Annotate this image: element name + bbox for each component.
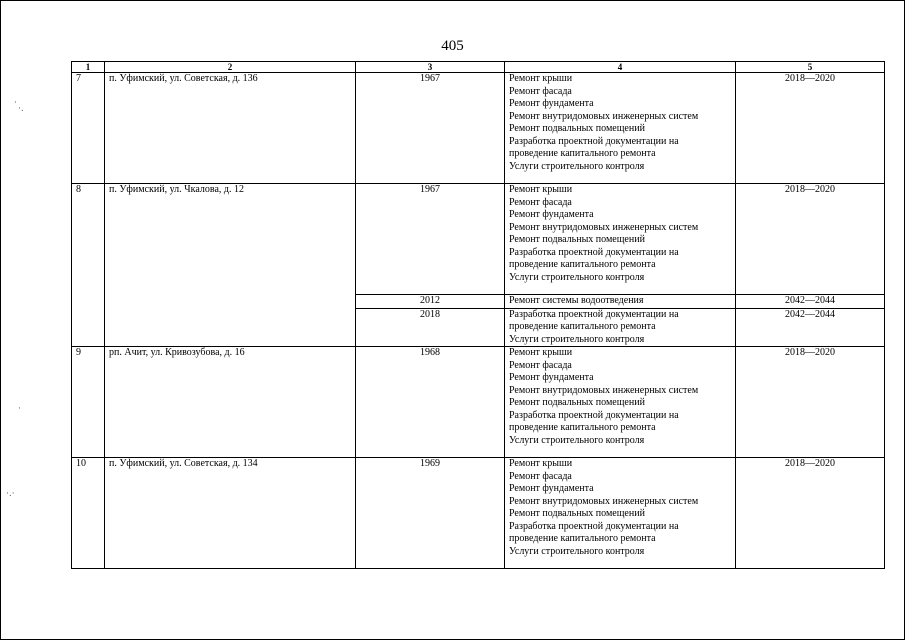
work-item: проведение капитального ремонта (509, 422, 656, 433)
repair-schedule-table (71, 61, 885, 569)
period-cell: 2018—2020 (736, 458, 885, 569)
work-item: Ремонт фундамента (509, 483, 594, 494)
work-item: Ремонт внутридомовых инженерных систем (509, 110, 699, 122)
column-header-4: 4 (505, 62, 736, 73)
work-item: Ремонт подвальных помещений (509, 397, 645, 408)
work-item: Ремонт внутридомовых инженерных систем (509, 384, 699, 396)
work-item: проведение капитального ремонта (509, 533, 656, 544)
object-address: рп. Ачит, ул. Кривозубова, д. 16 (105, 347, 356, 458)
work-item: Ремонт подвальных помещений (509, 123, 645, 134)
work-item: Ремонт внутридомовых инженерных систем (509, 221, 699, 233)
year-cell: 2012 (356, 295, 505, 309)
period-cell: 2018—2020 (736, 347, 885, 458)
work-item: Ремонт крыши (509, 458, 573, 469)
works-cell (505, 73, 736, 184)
work-item: проведение капитального ремонта (509, 259, 656, 270)
scan-mark: ·. (18, 104, 24, 114)
year-cell: 1969 (356, 458, 505, 569)
work-item: Разработка проектной документации на (509, 520, 679, 532)
table-row (72, 73, 885, 184)
work-item: проведение капитального ремонта (509, 321, 656, 332)
object-number: 9 (72, 347, 105, 458)
work-item: Ремонт фундамента (509, 98, 594, 109)
work-item: Разработка проектной документации на (509, 135, 679, 147)
work-item: Ремонт подвальных помещений (509, 508, 645, 519)
work-item: Ремонт крыши (509, 184, 573, 195)
work-item: Ремонт фундамента (509, 372, 594, 383)
period-cell: 2042—2044 (736, 308, 885, 347)
column-header-2: 2 (105, 62, 356, 73)
period-cell: 2018—2020 (736, 184, 885, 295)
page-number: 405 (441, 38, 464, 54)
works-cell (505, 347, 736, 458)
work-item: Разработка проектной документации на (509, 246, 679, 258)
work-item: Разработка проектной документации на (509, 308, 679, 320)
work-item: Ремонт фасада (509, 196, 572, 208)
object-address: п. Уфимский, ул. Советская, д. 134 (105, 458, 356, 569)
scan-mark: · (14, 98, 17, 108)
work-item: проведение капитального ремонта (509, 148, 656, 159)
column-header-5: 5 (736, 62, 885, 73)
scan-mark: ·.· (6, 489, 15, 499)
year-cell: 2018 (356, 308, 505, 347)
work-item: Ремонт фасада (509, 85, 572, 97)
work-item: Разработка проектной документации на (509, 409, 679, 421)
work-item: Ремонт внутридомовых инженерных систем (509, 495, 699, 507)
year-cell: 1967 (356, 184, 505, 295)
object-number: 8 (72, 184, 105, 347)
object-address: п. Уфимский, ул. Чкалова, д. 12 (105, 184, 356, 347)
work-item: Ремонт крыши (509, 73, 573, 84)
object-address: п. Уфимский, ул. Советская, д. 136 (105, 73, 356, 184)
work-item: Ремонт системы водоотведения (509, 295, 644, 306)
object-number: 10 (72, 458, 105, 569)
work-item: Услуги строительного контроля (509, 333, 645, 345)
table-body (72, 73, 885, 569)
works-cell (505, 308, 736, 347)
works-cell (505, 458, 736, 569)
header-row (72, 62, 885, 73)
work-item: Ремонт фасада (509, 470, 572, 482)
works-cell (505, 295, 736, 309)
work-item: Ремонт фасада (509, 359, 572, 371)
work-item: Услуги строительного контроля (509, 271, 645, 283)
work-item: Услуги строительного контроля (509, 545, 645, 557)
works-cell (505, 184, 736, 295)
work-item: Ремонт крыши (509, 347, 573, 358)
table-row (72, 458, 885, 569)
column-header-1: 1 (72, 62, 105, 73)
scan-mark: · (18, 404, 21, 414)
year-cell: 1968 (356, 347, 505, 458)
period-cell: 2042—2044 (736, 295, 885, 309)
work-item: Ремонт фундамента (509, 209, 594, 220)
work-item: Ремонт подвальных помещений (509, 234, 645, 245)
column-header-3: 3 (356, 62, 505, 73)
period-cell: 2018—2020 (736, 73, 885, 184)
table-row (72, 347, 885, 458)
work-item: Услуги строительного контроля (509, 434, 645, 446)
object-number: 7 (72, 73, 105, 184)
table-row (72, 184, 885, 295)
work-item: Услуги строительного контроля (509, 160, 645, 172)
year-cell: 1967 (356, 73, 505, 184)
